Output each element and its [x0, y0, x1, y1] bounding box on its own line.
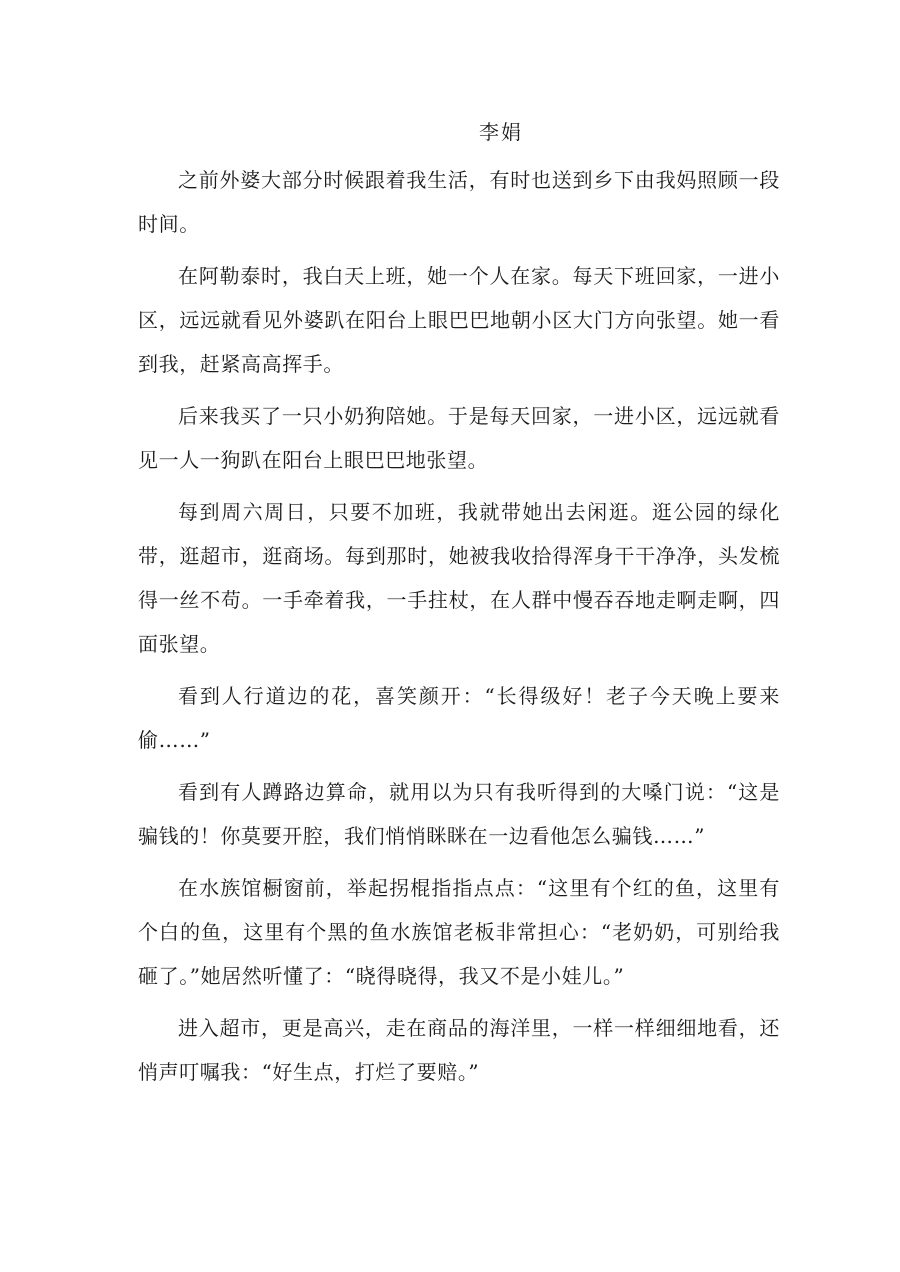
- paragraph: 之前外婆大部分时候跟着我生活，有时也送到乡下由我妈照顾一段时间。: [138, 168, 780, 236]
- author-name: 李娟: [479, 120, 523, 144]
- paragraph: 后来我买了一只小奶狗陪她。于是每天回家，一进小区，远远就看见一人一狗趴在阳台上眼巴巴地张望。: [138, 404, 780, 472]
- paragraph: 进入超市，更是高兴，走在商品的海洋里，一样一样细细地看，还悄声叮嘱我：“好生点，打烂了要赔。”: [138, 1016, 780, 1084]
- paragraph: 在阿勒泰时，我白天上班，她一个人在家。每天下班回家，一进小区，远远就看见外婆趴在阳台上眼巴巴地朝小区大门方向张望。她一看到我，赶紧高高挥手。: [138, 264, 780, 376]
- paragraph: 每到周六周日，只要不加班，我就带她出去闲逛。逛公园的绿化带，逛超市，逛商场。每到那时，她被我收拾得浑身干干净净，头发梳得一丝不苟。一手牵着我，一手拄杖，在人群中慢吞吞地走啊走啊，四面张望。: [138, 500, 780, 656]
- paragraph: 在水族馆橱窗前，举起拐棍指指点点：“这里有个红的鱼，这里有个白的鱼，这里有个黑的鱼水族馆老板非常担心：“老奶奶，可别给我砸了。”她居然听懂了：“晓得晓得，我又不是小娃儿。”: [138, 876, 780, 988]
- paragraph: 看到人行道边的花，喜笑颜开：“长得级好！老子今天晚上要来偷……”: [138, 684, 780, 752]
- paragraph: 看到有人蹲路边算命，就用以为只有我听得到的大嗓门说：“这是骗钱的！你莫要开腔，我们悄悄眯眯在一边看他怎么骗钱……”: [138, 780, 780, 848]
- document-page: [138, 112, 780, 1102]
